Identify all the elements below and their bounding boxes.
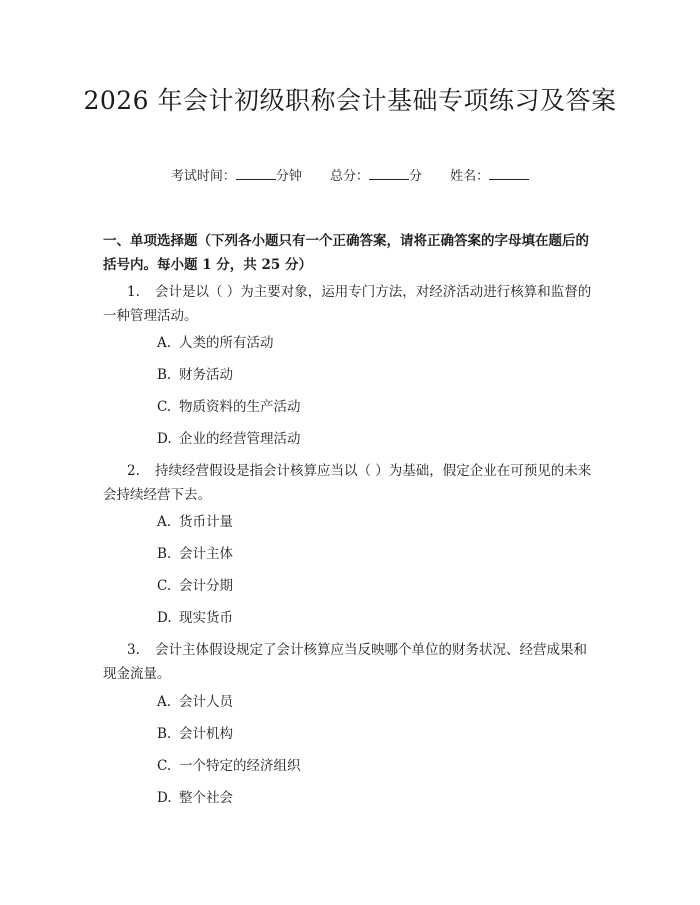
option-1d: D. 企业的经营管理活动 — [157, 431, 301, 447]
option-2c: C. 会计分期 — [157, 578, 233, 594]
exam-meta — [0, 167, 700, 187]
option-2d: D. 现实货币 — [157, 610, 233, 626]
option-3d: D. 整个社会 — [157, 790, 233, 806]
question-2: 2. 持续经营假设是指会计核算应当以（ ）为基础，假定企业在可预见的未来会持续经营下去。 — [103, 463, 592, 503]
option-3a: A. 会计人员 — [157, 694, 233, 710]
exam-score: 总分： 分 — [329, 169, 423, 184]
option-1b: B. 财务活动 — [157, 367, 233, 383]
exam-time: 考试时间： 分钟 — [170, 169, 302, 184]
option-3b: B. 会计机构 — [157, 726, 233, 742]
section-heading: 一、单项选择题（下列各小题只有一个正确答案，请将正确答案的字母填在题后的括号内。每小题 1 分，共 25 分） — [103, 233, 589, 273]
option-3c: C. 一个特定的经济组织 — [157, 758, 301, 774]
option-1a: A. 人类的所有活动 — [157, 335, 274, 351]
score-blank — [369, 167, 409, 180]
exam-name: 姓名： — [450, 169, 529, 184]
option-2b: B. 会计主体 — [157, 546, 233, 562]
page-title: 2026 年会计初级职称会计基础专项练习及答案 — [83, 86, 617, 115]
name-blank — [489, 167, 529, 180]
question-3: 3. 会计主体假设规定了会计核算应当反映哪个单位的财务状况、经营成果和现金流量。 — [103, 642, 587, 682]
option-1c: C. 物质资料的生产活动 — [157, 399, 301, 415]
time-blank — [236, 167, 276, 180]
option-2a: A. 货币计量 — [157, 514, 233, 530]
question-1: 1. 会计是以（ ）为主要对象，运用专门方法，对经济活动进行核算和监督的一种管理活动。 — [103, 284, 592, 324]
